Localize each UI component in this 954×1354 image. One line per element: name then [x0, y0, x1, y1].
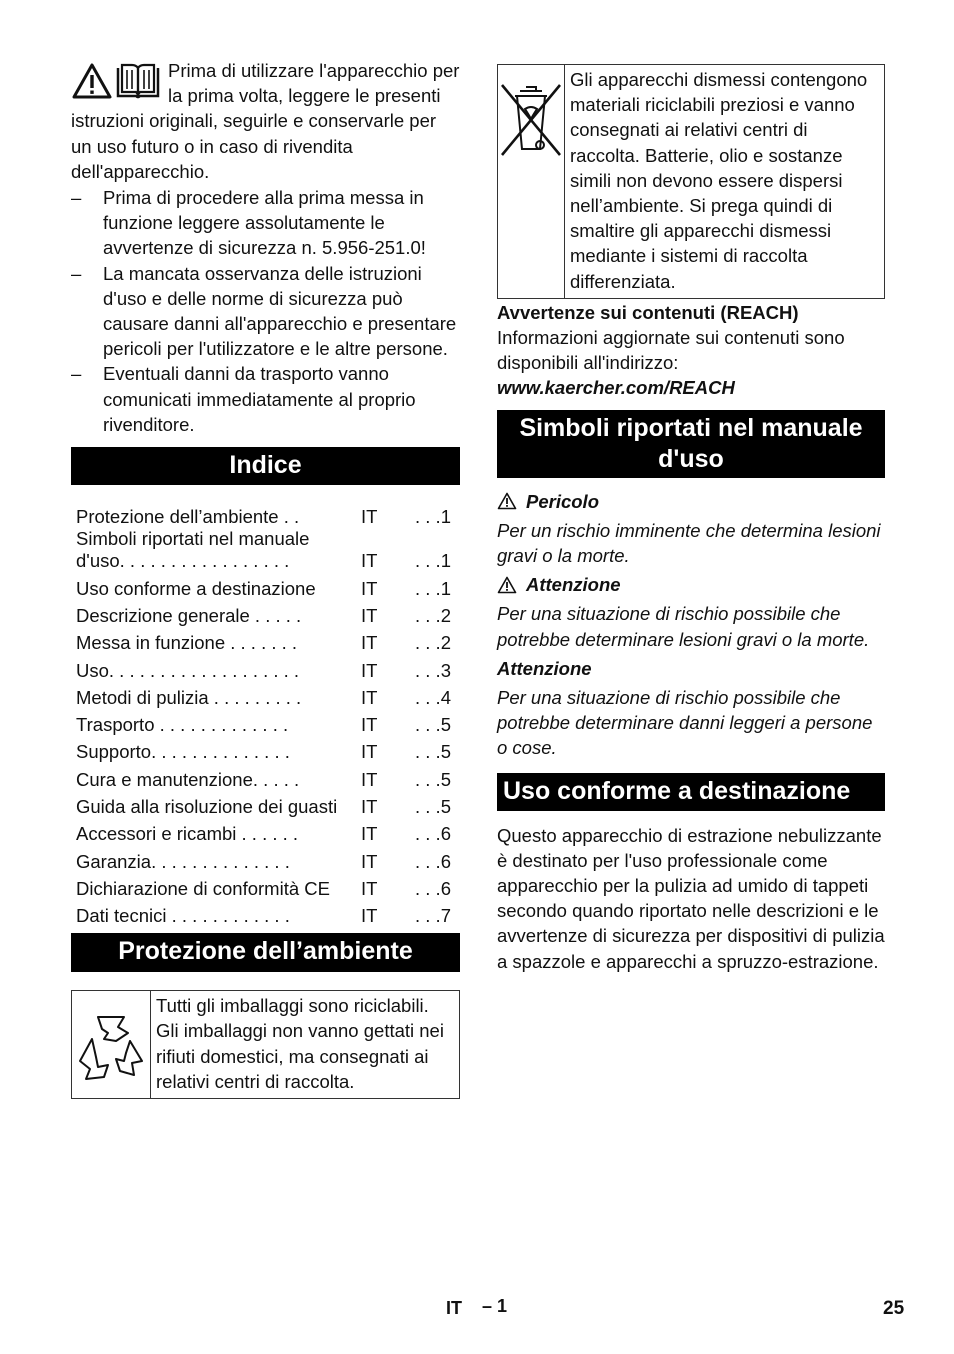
warning-icon	[71, 62, 113, 100]
toc-title: Descrizione generale . . . . .	[76, 604, 302, 626]
toc-title: Supporto. . . . . . . . . . . . . .	[76, 741, 290, 763]
toc-title: Garanzia. . . . . . . . . . . . . .	[76, 850, 290, 872]
packaging-text: Tutti gli imballaggi sono riciclabili. Gli imballaggi non vanno gettati nei rifiuti domestici, ma consegnati ai relativi centri di raccolta.	[156, 995, 444, 1092]
caution-label	[497, 656, 885, 681]
right-column	[497, 64, 885, 974]
toc-title: Metodi di pulizia . . . . . . . . .	[76, 686, 302, 708]
toc-page: . . .1	[415, 577, 451, 599]
table-row[interactable]	[71, 845, 460, 872]
crossed-bin-icon	[498, 81, 564, 159]
manual-book-icon	[116, 62, 160, 100]
toc-page: . . .5	[415, 796, 451, 818]
table-row[interactable]	[71, 818, 460, 845]
toc-language: IT	[361, 659, 378, 681]
toc-title: Dichiarazione di conformità CE	[76, 877, 330, 899]
disposal-text: Gli apparecchi dismessi contengono materiali riciclabili preziosi e vanno consegnati ai relativi centri di raccolta. Batterie, olio e sostanze simili non devono essere dispersi nell’ambiente. Si prega quindi di smaltire gli apparecchi dismessi mediante i sistemi di raccolta differenziata.	[570, 69, 868, 292]
table-row[interactable]	[71, 528, 460, 572]
toc-page: . . .2	[415, 604, 451, 626]
warning-text: Per una situazione di rischio possibile che potrebbe determinare lesioni gravi o la morte.	[497, 603, 870, 650]
toc-title: Cura e manutenzione. . . . .	[76, 768, 300, 790]
list-item: – La mancata osservanza delle istruzioni d'uso e delle norme di sicurezza può causare danni all'apparecchio e presentare pericoli per l'utilizzatore e le altre persone.	[71, 261, 460, 362]
table-row[interactable]	[71, 600, 460, 627]
reach-link[interactable]: www.kaercher.com/REACH	[497, 377, 735, 399]
toc-language: IT	[361, 741, 378, 763]
toc-language: IT	[361, 850, 378, 872]
toc-page: . . .3	[415, 659, 451, 681]
table-row[interactable]	[71, 763, 460, 790]
toc-page: . . .1	[415, 550, 451, 572]
toc-language: IT	[361, 796, 378, 818]
table-row[interactable]	[71, 627, 460, 654]
notes-list	[71, 185, 460, 437]
environment-heading: Protezione dell’ambiente	[71, 933, 460, 972]
page-number: 25	[883, 1298, 905, 1319]
table-row[interactable]	[71, 572, 460, 599]
warning-icon	[497, 576, 517, 594]
toc-language: IT	[361, 877, 378, 899]
toc-title: Uso. . . . . . . . . . . . . . . . . . .	[76, 659, 300, 681]
toc-title: Dati tecnici . . . . . . . . . . . .	[76, 905, 290, 927]
packaging-box	[71, 990, 460, 1099]
warning-label	[497, 572, 885, 597]
table-row[interactable]	[71, 709, 460, 736]
danger-label-text: Pericolo	[526, 490, 599, 512]
danger-text: Per un rischio imminente che determina lesioni gravi o la morte.	[497, 519, 881, 567]
caution-text: Per una situazione di rischio possibile che potrebbe determinare danni leggeri a persone o cose.	[497, 687, 873, 759]
toc-language: IT	[361, 823, 378, 845]
toc-page: . . .6	[415, 850, 451, 872]
toc-page: . . .5	[415, 741, 451, 763]
toc-page: . . .6	[415, 877, 451, 899]
toc-page: . . .1	[415, 506, 451, 528]
danger-label	[497, 489, 885, 514]
table-row[interactable]	[71, 682, 460, 709]
table-row[interactable]	[71, 736, 460, 763]
toc-title: Guida alla risoluzione dei guasti	[76, 796, 338, 818]
toc-page: . . .6	[415, 823, 451, 845]
toc-language: IT	[361, 632, 378, 654]
toc-page: . . .4	[415, 686, 451, 708]
table-of-contents	[71, 501, 460, 927]
recycle-icon-cell	[72, 991, 151, 1098]
toc-title: Messa in funzione . . . . . . .	[76, 632, 298, 654]
toc-title: Protezione dell’ambiente . .	[76, 506, 300, 528]
toc-page: . . .2	[415, 632, 451, 654]
toc-language: IT	[361, 686, 378, 708]
toc-page: . . .7	[415, 905, 451, 927]
left-column	[71, 58, 460, 1099]
reach-title: Avvertenze sui contenuti (REACH)	[497, 301, 799, 323]
reach-text: Informazioni aggiornate sui contenuti sono disponibili all'indirizzo:	[497, 327, 845, 374]
toc-language: IT	[361, 714, 378, 736]
table-row[interactable]	[71, 654, 460, 681]
warning-icon	[497, 492, 517, 510]
symbols-heading: Simboli riportati nel manuale d'uso	[497, 410, 885, 478]
toc-title: Uso conforme a destinazione	[76, 577, 316, 599]
toc-page: . . .5	[415, 714, 451, 736]
intended-use-heading: Uso conforme a destinazione	[497, 773, 885, 811]
toc-language: IT	[361, 604, 378, 626]
weee-icon-cell	[498, 65, 565, 298]
disposal-box	[497, 64, 885, 299]
warning-label-text: Attenzione	[526, 574, 621, 596]
table-row[interactable]	[71, 900, 460, 927]
toc-title: Accessori e ricambi . . . . . .	[76, 823, 299, 845]
toc-title: Trasporto . . . . . . . . . . . . .	[76, 714, 289, 736]
list-item: – Prima di procedere alla prima messa in funzione leggere assolutamente le avvertenze di sicurezza n. 5.956-251.0!	[71, 185, 460, 261]
toc-language: IT	[361, 506, 378, 528]
toc-page: . . .5	[415, 768, 451, 790]
toc-language: IT	[361, 550, 378, 572]
intro-text: Prima di utilizzare l'apparecchio per la prima volta, leggere le presenti istruzioni originali, seguirle e conservarle per un uso futuro o in caso di rivendita dell'apparecchio.	[71, 60, 460, 182]
toc-language: IT	[361, 768, 378, 790]
toc-title: Simboli riportati nel manuale d'uso. . . . . . . . . . . . . . . . .	[76, 528, 310, 572]
toc-language: IT	[361, 577, 378, 599]
table-row[interactable]	[71, 873, 460, 900]
table-row[interactable]	[71, 791, 460, 818]
recycle-icon	[72, 1009, 150, 1087]
table-row[interactable]	[71, 501, 460, 528]
list-item: – Eventuali danni da trasporto vanno comunicati immediatamente al proprio rivenditore.	[71, 361, 460, 437]
caution-label-text: Attenzione	[497, 657, 592, 679]
toc-language: IT	[361, 905, 378, 927]
intended-use-text: Questo apparecchio di estrazione nebulizzante è destinato per l'uso professionale come apparecchio per la pulizia ad umido di tappeti secondo quando riportato nelle descrizioni e le avvertenze di sicurezza per dispositivi di pulizia a spazzole e apparecchi a spruzzo-estrazione.	[497, 824, 885, 972]
intro-icons	[71, 62, 160, 100]
footer-language: IT	[446, 1298, 462, 1318]
footer-section-page: – 1	[482, 1296, 508, 1316]
index-heading: Indice	[71, 447, 460, 485]
